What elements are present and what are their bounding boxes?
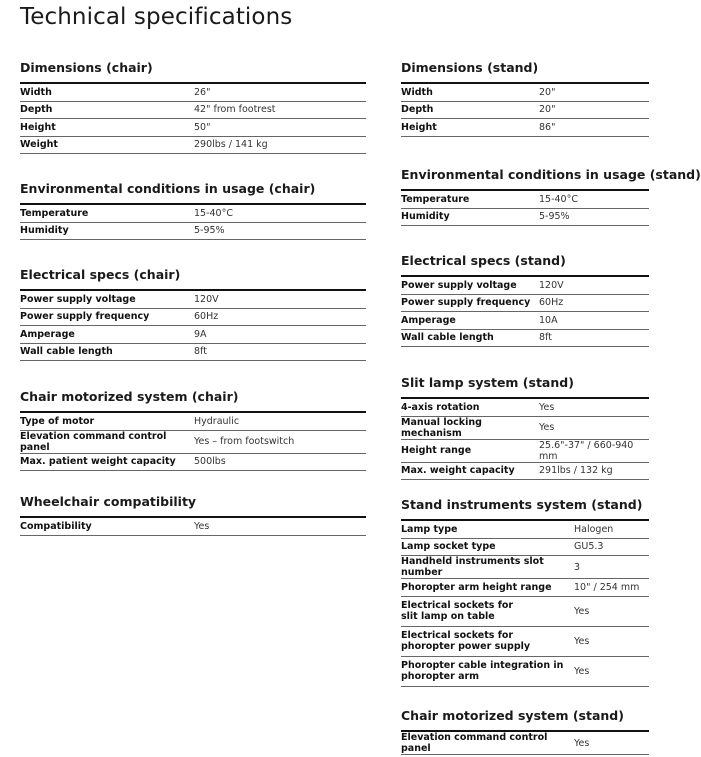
section-title: Electrical specs (chair) <box>20 267 181 282</box>
spec-value: 9A <box>194 326 366 344</box>
spec-label: Max. weight capacity <box>401 462 539 480</box>
spec-section <box>20 180 366 240</box>
spec-label: Power supply voltage <box>401 277 539 294</box>
spec-value: Yes <box>539 416 649 439</box>
section-title: Wheelchair compatibility <box>20 494 197 509</box>
spec-label: Handheld instruments slot number <box>401 556 574 579</box>
spec-value: 8ft <box>539 329 649 347</box>
spec-value: Yes <box>574 732 649 755</box>
page-title: Technical specifications <box>20 4 293 30</box>
spec-label: Electrical sockets for phoropter power supply <box>401 626 574 656</box>
spec-value: Yes <box>574 656 649 686</box>
spec-value: Yes <box>194 518 366 535</box>
table-row <box>401 732 649 755</box>
spec-section <box>401 374 649 480</box>
spec-value: 15-40°C <box>539 191 649 208</box>
spec-label: Amperage <box>401 312 539 330</box>
table-row <box>401 294 649 312</box>
spec-value: 290lbs / 141 kg <box>194 136 366 154</box>
spec-table <box>20 205 366 240</box>
spec-label: Elevation command control panel <box>401 732 574 755</box>
spec-value: GU5.3 <box>574 538 649 556</box>
table-row <box>401 399 649 416</box>
spec-value: Hydraulic <box>194 413 366 430</box>
spec-table <box>401 521 649 687</box>
section-title: Chair motorized system (stand) <box>401 708 624 723</box>
section-title: Stand instruments system (stand) <box>401 497 643 512</box>
spec-value: 20" <box>539 84 649 101</box>
table-row <box>20 430 366 453</box>
spec-value: 10" / 254 mm <box>574 579 649 597</box>
spec-label: Electrical sockets for slit lamp on table <box>401 596 574 626</box>
spec-section <box>401 496 649 687</box>
spec-value: 15-40°C <box>194 205 366 222</box>
spec-value: 500lbs <box>194 453 366 471</box>
section-title: Environmental conditions in usage (chair) <box>20 181 316 196</box>
table-row <box>401 626 649 656</box>
spec-section <box>20 388 366 471</box>
table-row <box>20 205 366 222</box>
spec-label: Compatibility <box>20 518 194 535</box>
spec-value: 120V <box>194 291 366 308</box>
spec-label: Wall cable length <box>20 343 194 361</box>
spec-label: Humidity <box>401 208 539 226</box>
section-title: Dimensions (stand) <box>401 60 539 75</box>
table-row <box>401 416 649 439</box>
table-row <box>20 343 366 361</box>
spec-label: Depth <box>401 101 539 119</box>
spec-label: Temperature <box>401 191 539 208</box>
spec-label: Max. patient weight capacity <box>20 453 194 471</box>
table-row <box>20 308 366 326</box>
section-title: Chair motorized system (chair) <box>20 389 239 404</box>
spec-label: Weight <box>20 136 194 154</box>
spec-value: Yes <box>574 626 649 656</box>
spec-label: 4-axis rotation <box>401 399 539 416</box>
spec-label: Phoropter arm height range <box>401 579 574 597</box>
spec-label: Power supply frequency <box>20 308 194 326</box>
table-row <box>401 191 649 208</box>
section-title: Environmental conditions in usage (stand) <box>401 167 701 182</box>
spec-section <box>401 166 701 226</box>
section-title: Electrical specs (stand) <box>401 253 566 268</box>
spec-table <box>401 84 649 137</box>
spec-value: 60Hz <box>539 294 649 312</box>
spec-label: Width <box>401 84 539 101</box>
table-row <box>401 521 649 538</box>
spec-value: 25.6"-37" / 660-940 mm <box>539 439 649 462</box>
spec-label: Wall cable length <box>401 329 539 347</box>
spec-section <box>20 493 366 536</box>
spec-label: Manual locking mechanism <box>401 416 539 439</box>
table-row <box>20 413 366 430</box>
table-row <box>20 518 366 535</box>
spec-label: Lamp socket type <box>401 538 574 556</box>
spec-label: Amperage <box>20 326 194 344</box>
spec-table <box>401 732 649 755</box>
spec-label: Lamp type <box>401 521 574 538</box>
spec-label: Type of motor <box>20 413 194 430</box>
table-row <box>401 556 649 579</box>
spec-table <box>401 191 649 226</box>
table-row <box>401 208 649 226</box>
table-row <box>20 326 366 344</box>
table-row <box>20 84 366 101</box>
spec-value: 60Hz <box>194 308 366 326</box>
table-row <box>401 579 649 597</box>
spec-value: 20" <box>539 101 649 119</box>
table-row <box>401 656 649 686</box>
section-title: Dimensions (chair) <box>20 60 153 75</box>
table-row <box>401 462 649 480</box>
spec-label: Depth <box>20 101 194 119</box>
spec-value: Yes – from footswitch <box>194 430 366 453</box>
spec-label: Power supply voltage <box>20 291 194 308</box>
spec-label: Height range <box>401 439 539 462</box>
spec-value: 120V <box>539 277 649 294</box>
spec-table <box>20 84 366 154</box>
spec-table <box>401 399 649 480</box>
spec-value: Yes <box>539 399 649 416</box>
table-row <box>401 84 649 101</box>
spec-table <box>401 277 649 347</box>
spec-label: Height <box>401 119 539 137</box>
spec-value: 50" <box>194 119 366 137</box>
spec-section <box>401 707 649 755</box>
spec-value: 10A <box>539 312 649 330</box>
table-row <box>20 136 366 154</box>
spec-label: Humidity <box>20 222 194 240</box>
spec-value: Yes <box>574 596 649 626</box>
table-row <box>20 119 366 137</box>
spec-value: Halogen <box>574 521 649 538</box>
table-row <box>401 277 649 294</box>
spec-label: Power supply frequency <box>401 294 539 312</box>
spec-section <box>20 59 366 154</box>
spec-label: Elevation command control panel <box>20 430 194 453</box>
spec-table <box>20 291 366 361</box>
section-title: Slit lamp system (stand) <box>401 375 574 390</box>
table-row <box>401 101 649 119</box>
spec-value: 5-95% <box>194 222 366 240</box>
spec-table <box>20 518 366 536</box>
spec-section <box>401 252 649 347</box>
spec-table <box>20 413 366 471</box>
table-row <box>401 312 649 330</box>
table-row <box>20 101 366 119</box>
table-row <box>401 119 649 137</box>
spec-value: 26" <box>194 84 366 101</box>
spec-label: Temperature <box>20 205 194 222</box>
spec-value: 86" <box>539 119 649 137</box>
table-row <box>401 596 649 626</box>
table-row <box>20 222 366 240</box>
spec-section <box>401 59 649 137</box>
spec-value: 291lbs / 132 kg <box>539 462 649 480</box>
spec-label: Phoropter cable integration in phoropter arm <box>401 656 574 686</box>
spec-section <box>20 266 366 361</box>
spec-value: 8ft <box>194 343 366 361</box>
spec-value: 5-95% <box>539 208 649 226</box>
table-row <box>401 538 649 556</box>
spec-label: Height <box>20 119 194 137</box>
table-row <box>401 439 649 462</box>
spec-label: Width <box>20 84 194 101</box>
spec-value: 42" from footrest <box>194 101 366 119</box>
table-row <box>20 453 366 471</box>
table-row <box>20 291 366 308</box>
spec-value: 3 <box>574 556 649 579</box>
table-row <box>401 329 649 347</box>
